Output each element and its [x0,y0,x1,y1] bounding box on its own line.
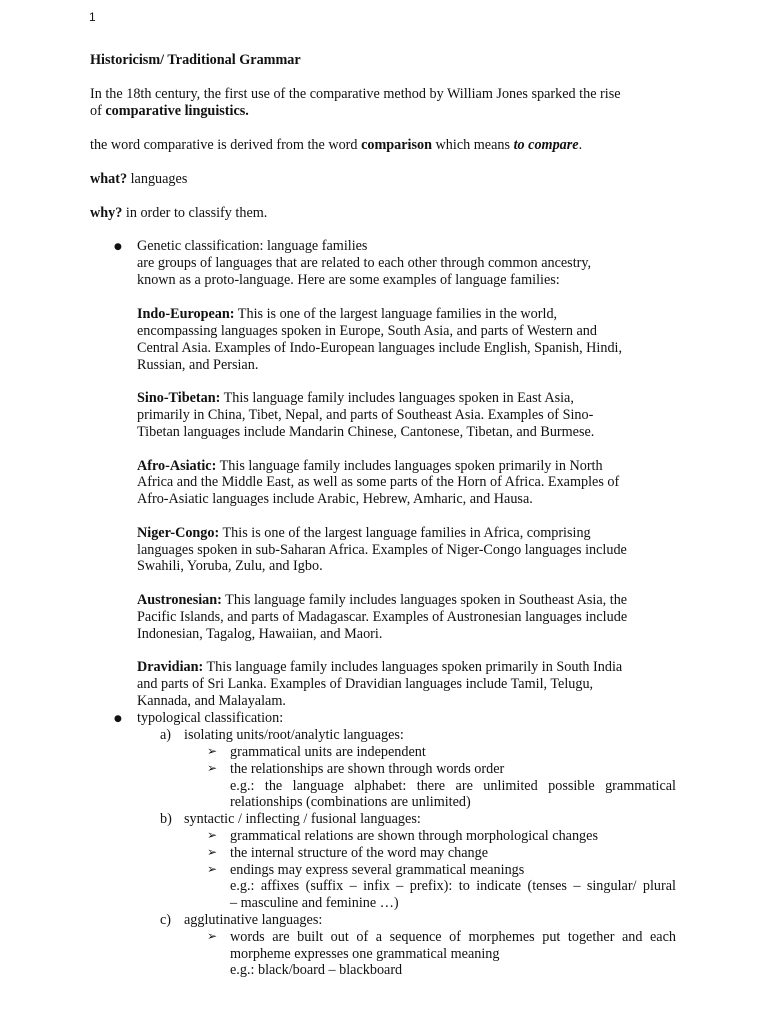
genetic-desc-line: known as a proto-language. Here are some examples of language families: [137,272,560,288]
document-title: Historicism/ Traditional Grammar [90,52,301,68]
typological-heading: typological classification: [137,710,284,726]
family-dravidian: Dravidian: This language family includes languages spoken primarily in South India [137,659,623,675]
comparative-definition: the word comparative is derived from the word comparison which means to compare. [90,137,583,153]
family-line: Tibetan languages include Mandarin Chinese, Cantonese, Tibetan, and Burmese. [137,424,595,440]
isolating-point: the relationships are shown through words order [230,761,505,777]
family-afro-asiatic: Afro-Asiatic: This language family includes languages spoken primarily in North [137,458,603,474]
arrow-bullet-icon: ➢ [207,828,218,842]
fusional-point: the internal structure of the word may change [230,845,489,861]
genetic-desc-line: are groups of languages that are related to each other through common ancestry, [137,255,592,271]
isolating-example: relationships (combinations are unlimited) [230,794,471,810]
family-line: Russian, and Persian. [137,357,259,373]
family-sino-tibetan: Sino-Tibetan: This language family includes languages spoken in East Asia, [137,390,574,406]
family-line: Central Asia. Examples of Indo-European languages include English, Spanish, Hindi, [137,340,623,356]
intro-line-2: of comparative linguistics. [90,103,249,119]
family-line: primarily in China, Tibet, Nepal, and parts of Southeast Asia. Examples of Sino- [137,407,594,423]
arrow-bullet-icon: ➢ [207,862,218,876]
what-line: what? languages [90,171,188,187]
why-line: why? in order to classify them. [90,205,268,221]
fusional-heading: syntactic / inflecting / fusional languages: [184,811,421,827]
family-line: languages spoken in sub-Saharan Africa. Examples of Niger-Congo languages include [137,542,627,558]
list-marker-c: c) [160,912,172,928]
agglutinative-example: e.g.: black/board – blackboard [230,962,403,978]
list-marker-a: a) [160,727,172,743]
fusional-point: grammatical relations are shown through morphological changes [230,828,598,844]
fusional-example: – masculine and feminine …) [230,895,399,911]
family-line: Afro-Asiatic languages include Arabic, Hebrew, Amharic, and Hausa. [137,491,533,507]
family-line: encompassing languages spoken in Europe, South Asia, and parts of Western and [137,323,597,339]
family-line: Africa and the Middle East, as well as some parts of the Horn of Africa. Examples of [137,474,620,490]
agglutinative-point: words are built out of a sequence of morphemes put together and each [230,929,676,945]
genetic-heading: Genetic classification: language families [137,238,368,254]
list-marker-b: b) [160,811,172,827]
family-line: Kannada, and Malayalam. [137,693,286,709]
intro-line-1: In the 18th century, the first use of the comparative method by William Jones sparked the rise [90,86,621,102]
isolating-heading: isolating units/root/analytic languages: [184,727,404,743]
arrow-bullet-icon: ➢ [207,929,218,943]
arrow-bullet-icon: ➢ [207,845,218,859]
bullet-icon: ● [114,714,122,724]
fusional-example: e.g.: affixes (suffix – infix – prefix): to indicate (tenses – singular/ plural [230,878,676,894]
isolating-example: e.g.: the language alphabet: there are unlimited possible grammatical [230,778,676,794]
agglutinative-heading: agglutinative languages: [184,912,323,928]
isolating-point: grammatical units are independent [230,744,426,760]
family-line: Indonesian, Tagalog, Hawaiian, and Maori. [137,626,383,642]
fusional-point: endings may express several grammatical meanings [230,862,525,878]
family-austronesian: Austronesian: This language family includes languages spoken in Southeast Asia, the [137,592,628,608]
family-indo-european: Indo-European: This is one of the largest language families in the world, [137,306,558,322]
family-line: and parts of Sri Lanka. Examples of Dravidian languages include Tamil, Telugu, [137,676,594,692]
family-niger-congo: Niger-Congo: This is one of the largest language families in Africa, comprising [137,525,591,541]
bullet-icon: ● [114,242,122,252]
arrow-bullet-icon: ➢ [207,744,218,758]
page-number: 1 [89,10,96,24]
family-line: Pacific Islands, and parts of Madagascar. Examples of Austronesian languages include [137,609,628,625]
agglutinative-point: morpheme expresses one grammatical meaning [230,946,500,962]
arrow-bullet-icon: ➢ [207,761,218,775]
family-line: Swahili, Yoruba, Zulu, and Igbo. [137,558,323,574]
